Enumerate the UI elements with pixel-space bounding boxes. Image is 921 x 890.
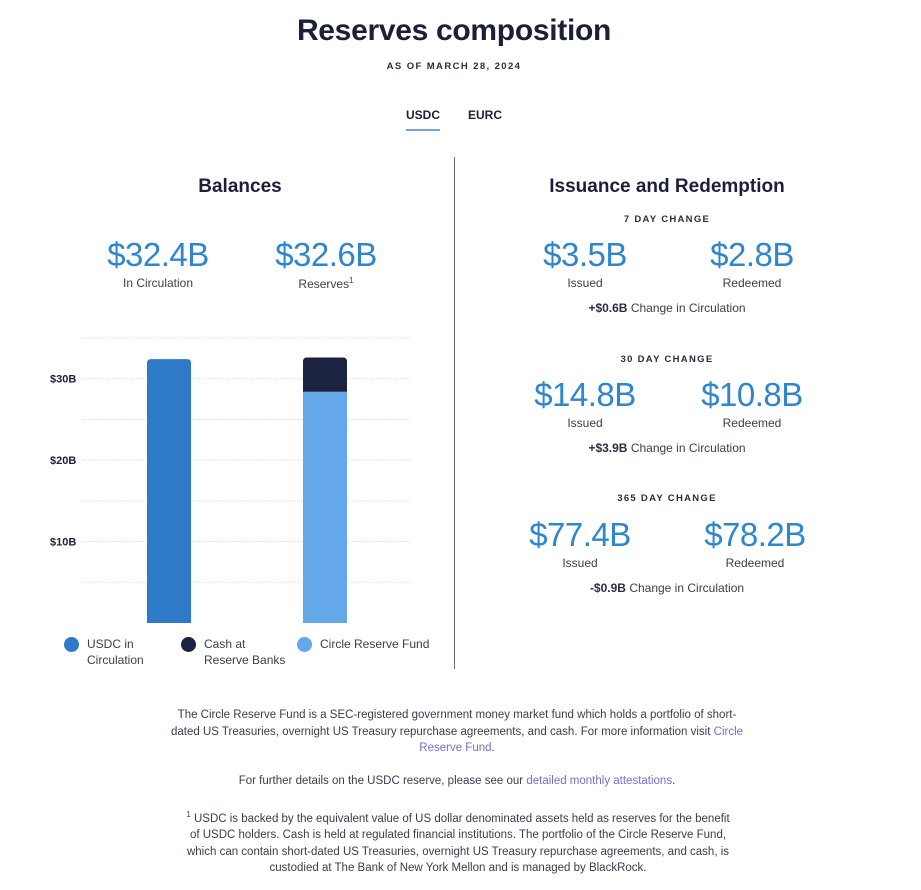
legend-label: Circulation	[87, 653, 144, 667]
footnote-mark: 1	[349, 276, 354, 285]
redeemed-value: $10.8B	[701, 376, 803, 413]
circulation-label: In Circulation	[122, 276, 194, 290]
change-label: Change in Circulation	[629, 581, 745, 595]
circulation-change	[480, 301, 854, 315]
footnote-mark: 1	[186, 810, 191, 819]
period-heading: 7 DAY CHANGE	[623, 214, 711, 225]
legend-item-usdc	[64, 636, 144, 668]
tab-usdc[interactable]: USDC	[406, 108, 440, 130]
attestations-text: For further details on the USDC reserve, please see our	[238, 775, 527, 787]
column-divider	[454, 157, 455, 669]
crf-description-text: The Circle Reserve Fund is a SEC-registered government money market fund which holds a portfolio of short-dated US Treasuries, overnight US Treasury repurchase agreements, and cash. For more information visit	[170, 709, 737, 738]
attestations-link[interactable]: detailed monthly attestations	[526, 775, 673, 787]
change-value: +$3.9B	[588, 441, 628, 455]
reserves-label-text: Reserves	[298, 277, 350, 291]
change-value: +$0.6B	[588, 301, 628, 315]
legend-item-crf	[297, 636, 429, 652]
legend-label: Reserve Banks	[204, 653, 286, 667]
tab-eurc[interactable]: EURC	[468, 108, 503, 122]
attestations-end: .	[672, 775, 676, 787]
change-label: Change in Circulation	[630, 301, 746, 315]
redeemed-label: Redeemed	[722, 416, 782, 430]
attestations-note	[170, 773, 744, 790]
legend-item-cash	[181, 636, 285, 668]
change-label: Change in Circulation	[630, 441, 746, 455]
change-value: -$0.9B	[589, 581, 626, 595]
y-tick-label: $10B	[50, 536, 77, 549]
legend-swatch-usdc	[64, 637, 79, 652]
issuance-title: Issuance and Redemption	[549, 176, 785, 197]
bar-segment	[303, 358, 347, 392]
issued-label: Issued	[567, 276, 603, 290]
y-tick-label: $30B	[50, 373, 77, 386]
footnote-text: USDC is backed by the equivalent value of US dollar denominated assets held as reserves for the benefit of USDC holders. Cash is held at regulated financial institutions. The portfolio of the Circle Reserve Fund, which can contain short-dated US Treasuries, overnight US Treasury repurchase agreements, and cash, is custodied at The Bank of New York Mellon and is managed by BlackRock.	[186, 812, 730, 875]
reserves-value: $32.6B	[275, 236, 377, 273]
as-of-date: AS OF MARCH 28, 2024	[386, 61, 522, 72]
legend-label: Cash at	[204, 637, 246, 651]
redeemed-label: Redeemed	[722, 276, 782, 290]
period-heading: 30 DAY CHANGE	[620, 354, 714, 365]
issued-value: $77.4B	[529, 516, 631, 553]
currency-tabs	[0, 108, 908, 130]
legend-label: Circle Reserve Fund	[320, 637, 430, 651]
issued-value: $14.8B	[534, 376, 636, 413]
balances-title: Balances	[198, 176, 282, 197]
redeemed-label: Redeemed	[725, 556, 785, 570]
redeemed-value: $78.2B	[704, 516, 806, 553]
reserves-bar-chart	[40, 330, 420, 630]
issued-value: $3.5B	[543, 236, 627, 273]
redeemed-value: $2.8B	[710, 236, 794, 273]
bar-segment	[147, 359, 191, 623]
issued-label: Issued	[567, 416, 603, 430]
period-heading: 365 DAY CHANGE	[617, 493, 717, 504]
bar-segment	[303, 392, 347, 623]
legend-swatch-crf	[297, 637, 312, 652]
reserves-label	[246, 276, 406, 291]
y-tick-label: $20B	[50, 455, 77, 468]
crf-link[interactable]: Circle Reserve Fund	[419, 725, 744, 754]
circulation-change	[480, 441, 854, 455]
crf-description-end: .	[491, 742, 495, 754]
footnote	[180, 807, 736, 877]
circulation-value: $32.4B	[107, 236, 209, 273]
legend-label: USDC in	[87, 637, 134, 651]
crf-description	[170, 707, 744, 757]
legend-swatch-cash	[181, 637, 196, 652]
issued-label: Issued	[562, 556, 598, 570]
circulation-change	[480, 581, 854, 595]
page-title: Reserves composition	[296, 14, 612, 47]
